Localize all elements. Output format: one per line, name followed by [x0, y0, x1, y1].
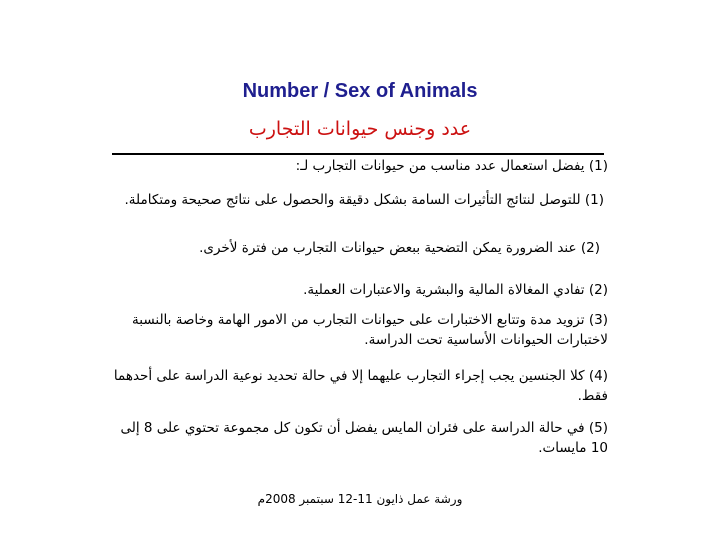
paragraph-point-4: (4) كلا الجنسين يجب إجراء التجارب عليهما إلا في حالة تحديد نوعية الدراسة على أحدهما فقط.	[113, 368, 608, 404]
paragraph-subpoint-1: (1) للتوصل لنتائج التأثيرات السامة بشكل دقيقة والحصول على نتائج صحيحة ومتكاملة.	[124, 192, 604, 208]
paragraph-point-5: (5) في حالة الدراسة على فئران المايس يفضل أن تكون كل مجموعة تحتوي على 8 إلى 10 مايسات.	[120, 420, 608, 456]
title-english: Number / Sex of Animals	[242, 80, 478, 102]
paragraph-point-2: (2) تفادي المغالاة المالية والبشرية والاعتبارات العملية.	[303, 282, 608, 298]
divider-line	[112, 153, 604, 155]
title-arabic: عدد وجنس حيوانات التجارب	[248, 118, 472, 140]
paragraph-point-3: (3) تزويد مدة وتتابع الاختبارات على حيوانات التجارب من الامور الهامة وخاصة بالنسبة لاختبارات الحيوانات الأساسية تحت الدراسة.	[132, 312, 608, 348]
footer-text: ورشة عمل ذايون 11-12 سبتمبر 2008م	[257, 492, 463, 506]
paragraph-intro: (1) يفضل استعمال عدد مناسب من حيوانات التجارب لـ:	[295, 158, 608, 174]
paragraph-subpoint-2: (2) عند الضرورة يمكن التضحية ببعض حيوانات التجارب من فترة لأخرى.	[199, 240, 600, 256]
